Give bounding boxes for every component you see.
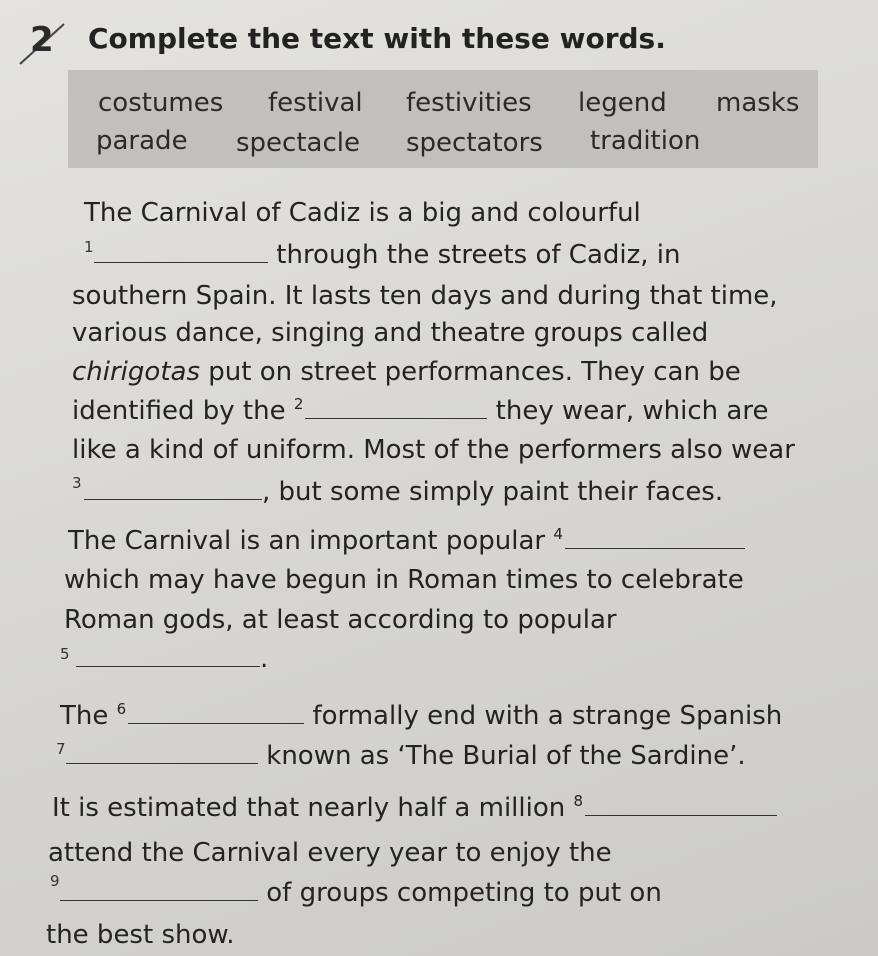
- word-box: [68, 70, 818, 168]
- text-line: which may have begun in Roman times to celebrate: [64, 565, 744, 595]
- blank-number-3: 3: [72, 474, 82, 492]
- blank-number-2: 2: [293, 395, 304, 413]
- blank-number-6: 6: [116, 700, 127, 718]
- word-spectacle: spectacle: [236, 128, 360, 158]
- blank-number-1: 1: [84, 238, 94, 256]
- word-festivities: festivities: [406, 88, 532, 118]
- text-line: .: [76, 644, 268, 674]
- blank-7[interactable]: [66, 741, 258, 764]
- text-line: identified by the $^2$ they wear, which are: [72, 395, 769, 426]
- text-line: The Carnival is an important popular $^4$: [68, 525, 745, 556]
- text-line: Roman gods, at least according to popular: [64, 605, 617, 635]
- blank-3[interactable]: [84, 477, 262, 500]
- text-line: The Carnival of Cadiz is a big and colourful: [84, 198, 641, 228]
- text-line: , but some simply paint their faces.: [84, 477, 723, 507]
- word-spectators: spectators: [406, 128, 543, 158]
- text-line: The $^6$ formally end with a strange Spanish: [60, 700, 783, 731]
- text-line: like a kind of uniform. Most of the performers also wear: [72, 435, 795, 465]
- text-line: known as ‘The Burial of the Sardine’.: [66, 741, 746, 771]
- word-legend: legend: [578, 88, 667, 118]
- exercise-number: 2: [30, 20, 54, 60]
- blank-8[interactable]: [585, 793, 777, 816]
- blank-9[interactable]: [60, 878, 258, 901]
- text-line: the best show.: [46, 920, 235, 950]
- blank-4[interactable]: [565, 526, 745, 549]
- word-masks: masks: [716, 88, 800, 118]
- text-line: attend the Carnival every year to enjoy the: [48, 838, 612, 868]
- word-festival: festival: [268, 88, 363, 118]
- word-tradition: tradition: [590, 126, 701, 156]
- blank-number-5: 5: [60, 645, 70, 663]
- blank-number-7: 7: [56, 740, 66, 758]
- word-costumes: costumes: [98, 88, 224, 118]
- word-parade: parade: [96, 126, 188, 156]
- text-line: southern Spain. It lasts ten days and during that time,: [72, 281, 778, 311]
- blank-6[interactable]: [128, 701, 304, 724]
- blank-number-8: 8: [573, 792, 584, 810]
- blank-number-9: 9: [50, 872, 60, 890]
- blank-2[interactable]: [305, 396, 487, 419]
- exercise-instruction: Complete the text with these words.: [88, 22, 666, 55]
- text-line: various dance, singing and theatre groups called: [72, 318, 709, 348]
- text-line: of groups competing to put on: [60, 878, 662, 908]
- blank-1[interactable]: [94, 240, 268, 263]
- text-line: through the streets of Cadiz, in: [94, 240, 681, 270]
- text-line: chirigotas put on street performances. They can be: [72, 357, 741, 387]
- text-line: It is estimated that nearly half a million $^8$: [52, 792, 777, 823]
- blank-number-4: 4: [553, 525, 563, 543]
- blank-5[interactable]: [76, 644, 260, 667]
